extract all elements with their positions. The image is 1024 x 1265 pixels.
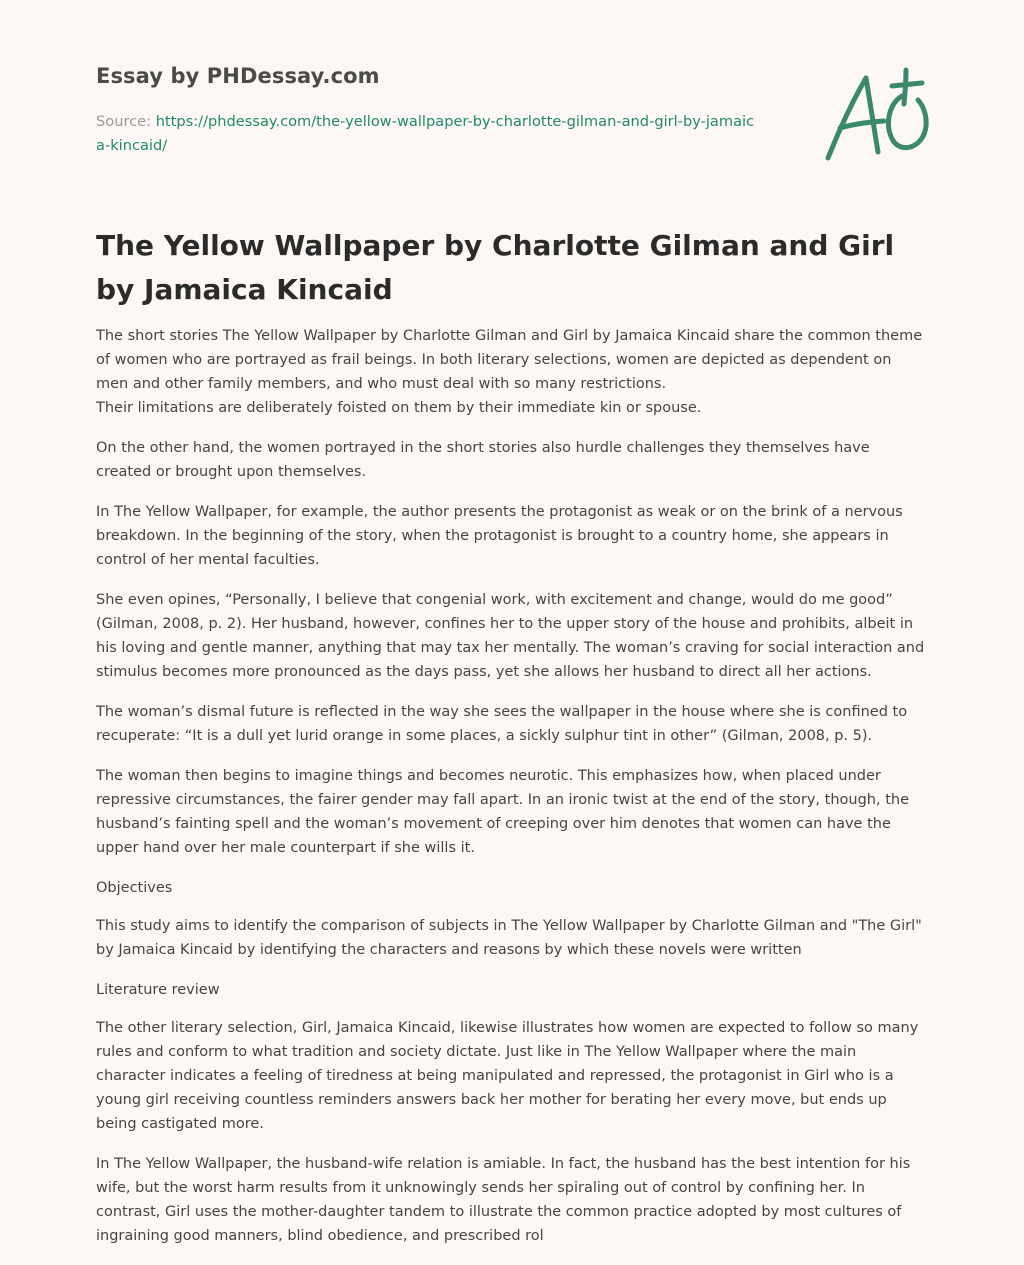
source-link[interactable]: https://phdessay.com/the-yellow-wallpaper-by-charlotte-gilman-and-girl-by-jamaica-kincaid/ [96,113,755,154]
paragraph-6: The woman then begins to imagine things and becomes neurotic. This emphasizes how, when placed under repressive circumstances, the fairer gender may fall apart. In an ironic twist at the end of the story, though, the husband’s fainting spell and the woman’s movement of creeping over him denotes that women can have the upper hand over her male counterpart if she wills it. [96,768,909,856]
source-line [96,110,756,158]
paragraph-3: In The Yellow Wallpaper, for example, the author presents the protagonist as weak or on the brink of a nervous breakdown. In the beginning of the story, when the protagonist is brought to a country home, she appears in control of her mental faculties. [96,504,903,568]
source-label: Source: [96,113,152,130]
essay-body [96,324,928,1264]
essay-title: The Yellow Wallpaper by Charlotte Gilman and Girl by Jamaica Kincaid [96,229,895,306]
paragraph-7: This study aims to identify the comparison of subjects in The Yellow Wallpaper by Charlotte Gilman and "The Girl" by Jamaica Kincaid by identifying the characters and reasons by which these novels were written [96,918,922,958]
literature-review-heading: Literature review [96,982,220,998]
paragraph-8: The other literary selection, Girl, Jamaica Kincaid, likewise illustrates how women are expected to follow so many rules and conform to what tradition and society dictate. Just like in The Yellow Wallpaper where the main character indicates a feeling of tiredness at being manipulated and repressed, the protagonist in Girl who is a young girl receiving countless reminders answers back her mother for berating her every move, but ends up being castigated more. [96,1020,919,1132]
paragraph-2: On the other hand, the women portrayed in the short stories also hurdle challenges they themselves have created or brought upon themselves. [96,440,870,480]
objectives-heading: Objectives [96,880,173,896]
paragraph-4: She even opines, “Personally, I believe that congenial work, with excitement and change, would do me good” (Gilman, 2008, p. 2). Her husband, however, confines her to the upper story of the house and prohibits, albeit in his loving and gentle manner, anything that may tax her mentally. The woman’s craving for social interaction and stimulus becomes more pronounced as the days pass, yet she allows her husband to direct all her actions. [96,592,925,680]
site-brand: Essay by PHDessay.com [96,64,380,88]
paragraph-1 [96,324,928,420]
a-plus-logo-icon [822,66,934,166]
paragraph-9: In The Yellow Wallpaper, the husband-wife relation is amiable. In fact, the husband has the best intention for his wife, but the worst harm results from it unknowingly sends her spiraling out of control by confining her. In contrast, Girl uses the mother-daughter tandem to illustrate the common practice adopted by most cultures of ingraining good manners, blind obedience, and prescribed rol [96,1156,911,1244]
paragraph-5: The woman’s dismal future is reflected in the way she sees the wallpaper in the house where she is confined to recuperate: “It is a dull yet lurid orange in some places, a sickly sulphur tint in other” (Gilman, 2008, p. 5). [96,704,908,744]
paragraph-1-line-1: The short stories The Yellow Wallpaper by Charlotte Gilman and Girl by Jamaica Kincaid share the common theme of women who are portrayed as frail beings. In both literary selections, women are depicted as dependent on men and other family members, and who must deal with so many restrictions. [96,328,923,392]
paragraph-1-line-2: Their limitations are deliberately foisted on them by their immediate kin or spouse. [96,400,702,416]
